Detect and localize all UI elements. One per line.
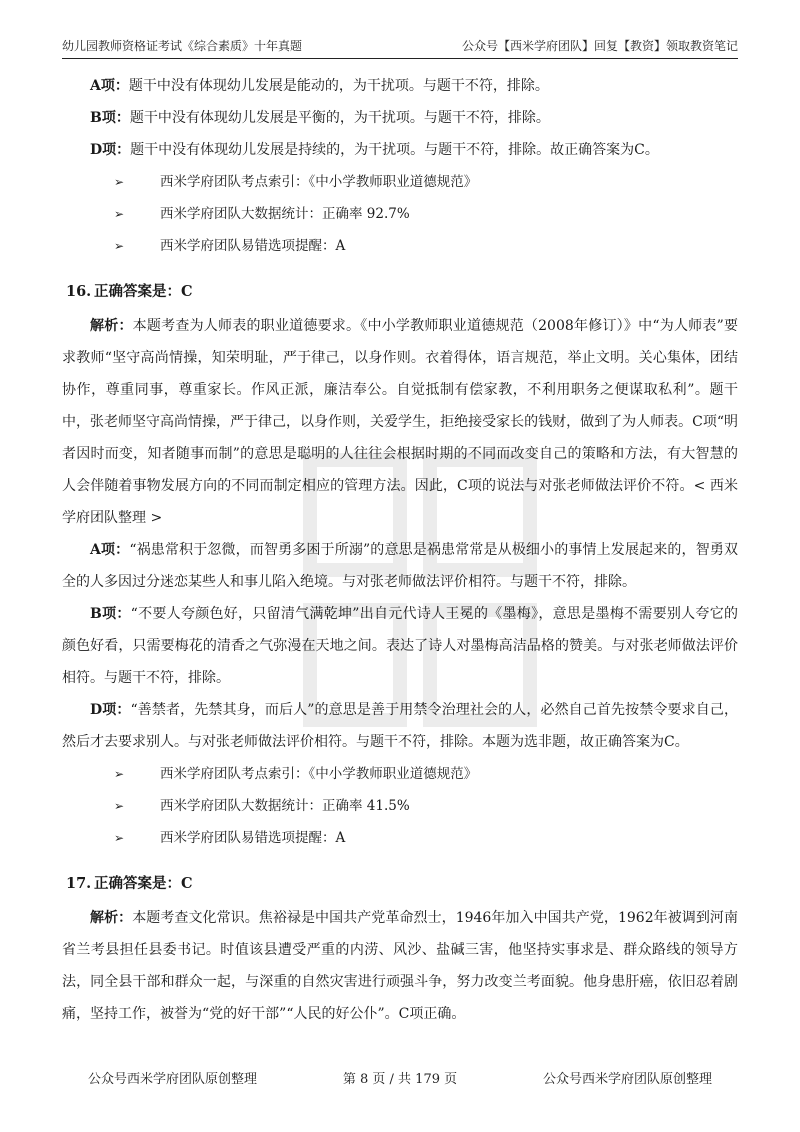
q16-option-d-label: D项：	[90, 702, 131, 718]
bullet-text: 西米学府团队大数据统计：正确率 41.5%	[160, 798, 410, 814]
bullet-item	[62, 166, 738, 198]
option-d-text: 题干中没有体现幼儿发展是持续的，为干扰项。与题干不符，排除。故正确答案为C。	[130, 142, 659, 158]
q16-analysis-text: 本题考查为人师表的职业道德要求。《中小学教师职业道德规范（2008年修订）》中“为人师表”要求教师“坚守高尚情操，知荣明耻，严于律己，以身作则。衣着得体，语言规范，举止文明。关心集体，团结协作，尊重同事，尊重家长。作风正派，廉洁奉公。自觉抵制有偿家教，不利用职务之便谋取私利”。题干中，张老师坚守高尚情操，严于律己，以身作则，关爱学生，拒绝接受家长的钱财，做到了为人师表。C项“明者因时而变，知者随事而制”的意思是聪明的人往往会根据时期的不同而改变自己的策略和方法，有大智慧的人会伴随着事物发展方向的不同而制定相应的管理方法。因此，C项的说法与对张老师做法评价不符。< 西米学府团队整理 >	[62, 318, 738, 526]
bullet-text: 西米学府团队考点索引：《中小学教师职业道德规范》	[160, 766, 478, 782]
q16-option-b-label: B项：	[90, 606, 131, 622]
q16-answer-label: 正确答案是：C	[94, 283, 193, 300]
q16-option-b-text: “不要人夸颜色好，只留清气满乾坤”出自元代诗人王冕的《墨梅》，意思是墨梅不需要别人夸它的颜色好看，只需要梅花的清香之气弥漫在天地之间。表达了诗人对墨梅高洁品格的赞美。与对张老师做法评价相符。与题干不符，排除。	[62, 606, 738, 686]
option-b-paragraph	[62, 102, 738, 134]
q16-option-a-label: A项：	[90, 542, 130, 558]
page-number: 第 8 页 / 共 179 页	[342, 1072, 458, 1087]
option-a-text: 题干中没有体现幼儿发展是能动的，为干扰项。与题干不符，排除。	[128, 78, 549, 94]
option-d-paragraph	[62, 134, 738, 166]
bullet-text: 西米学府团队易错选项提醒：A	[160, 830, 346, 846]
q16-option-d	[62, 694, 738, 758]
arrow-bullet-icon: ➢	[114, 175, 125, 189]
q16-option-a	[62, 534, 738, 598]
option-b-label: B项：	[90, 110, 130, 126]
page-header	[62, 30, 738, 59]
arrow-bullet-icon: ➢	[114, 767, 125, 781]
bullet-item	[62, 822, 738, 854]
bullet-item	[62, 230, 738, 262]
bullet-item	[62, 790, 738, 822]
option-a-label: A项：	[90, 78, 129, 94]
footer-right-text: 公众号西米学府团队原创整理	[542, 1072, 712, 1087]
q16-analysis	[62, 310, 738, 534]
q17-analysis-text: 本题考查文化常识。焦裕禄是中国共产党革命烈士，1946年加入中国共产党，1962年被调到河南省兰考县担任县委书记。时值该县遭受严重的内涝、风沙、盐碱三害，他坚持实事求是、群众路线的领导方法，同全县干部和群众一起，与深重的自然灾害进行顽强斗争，努力改变兰考面貌。他身患肝癌，依旧忍着剧痛，坚持工作，被誉为“党的好干部”“人民的好公仆”。C项正确。	[62, 910, 738, 1022]
option-a-paragraph	[62, 70, 738, 102]
q16-option-d-text: “善禁者，先禁其身，而后人”的意思是善于用禁令治理社会的人，必然自己首先按禁令要求自己，然后才去要求别人。与对张老师做法评价相符。与题干不符，排除。本题为选非题，故正确答案为C。	[62, 702, 739, 750]
arrow-bullet-icon: ➢	[114, 799, 125, 813]
q16-option-a-text: “祸患常积于忽微，而智勇多困于所溺”的意思是祸患常常是从极细小的事情上发展起来的，智勇双全的人多因过分迷恋某些人和事儿陷入绝境。与对张老师做法评价相符。与题干不符，排除。	[62, 542, 738, 590]
bullet-text: 西米学府团队易错选项提醒：A	[160, 238, 346, 254]
bullet-text: 西米学府团队大数据统计：正确率 92.7%	[160, 206, 410, 222]
q16-number: 16.	[66, 283, 92, 300]
q16-answer-heading	[62, 276, 738, 308]
arrow-bullet-icon: ➢	[114, 207, 125, 221]
bullet-text: 西米学府团队考点索引：《中小学教师职业道德规范》	[160, 174, 478, 190]
q17-analysis-label: 解析：	[90, 910, 133, 926]
q16-analysis-label: 解析：	[90, 318, 133, 334]
arrow-bullet-icon: ➢	[114, 831, 125, 845]
header-right-text: 公众号【西米学府团队】回复【教资】领取教资笔记	[461, 39, 738, 53]
header-left-text: 幼儿园教师资格证考试《综合素质》十年真题	[62, 39, 303, 53]
page-footer	[62, 1068, 738, 1087]
q16-option-b	[62, 598, 738, 694]
arrow-bullet-icon: ➢	[114, 239, 125, 253]
bullet-item	[62, 198, 738, 230]
option-d-label: D项：	[90, 142, 131, 158]
q17-answer-label: 正确答案是：C	[94, 875, 193, 892]
footer-left-text: 公众号西米学府团队原创整理	[88, 1072, 258, 1087]
q17-analysis	[62, 902, 738, 1030]
q17-answer-heading	[62, 868, 738, 900]
q17-number: 17.	[66, 875, 92, 892]
bullet-item	[62, 758, 738, 790]
page-content	[62, 70, 738, 1030]
option-b-text: 题干中没有体现幼儿发展是平衡的，为干扰项。与题干不符，排除。	[129, 110, 550, 126]
